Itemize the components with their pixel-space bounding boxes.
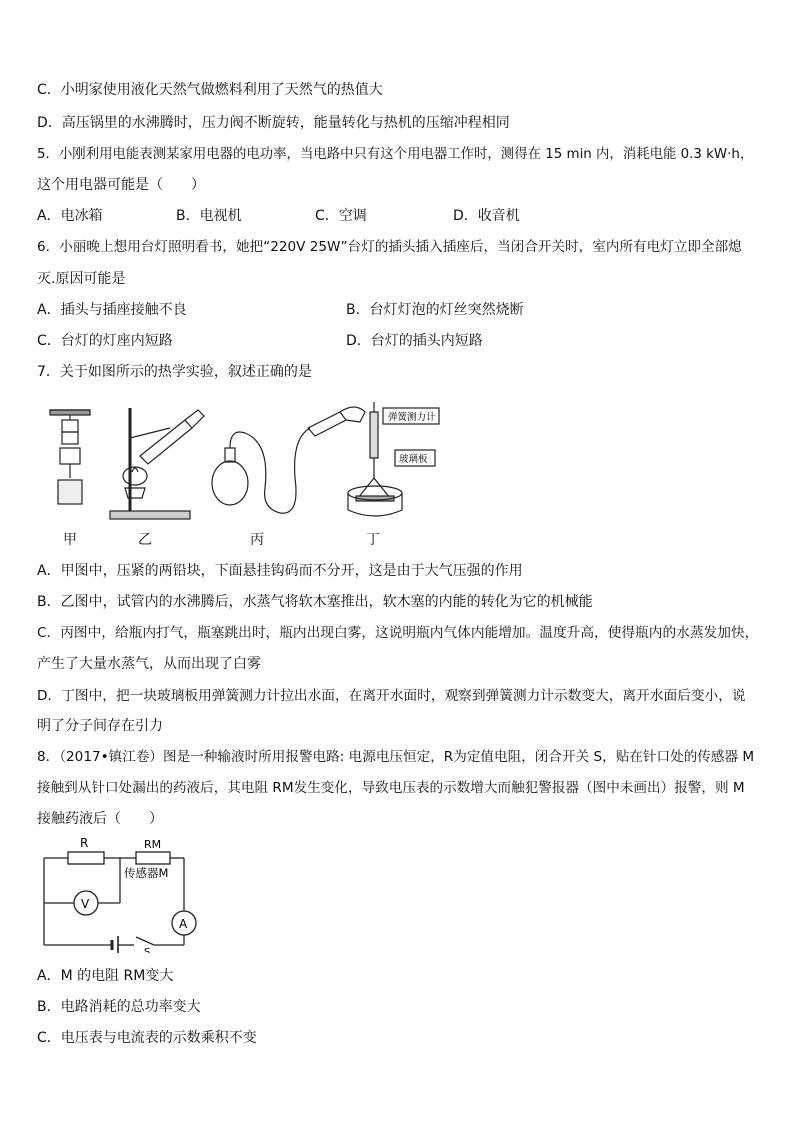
q6-option-d: D．台灯的插头内短路: [346, 333, 483, 349]
q7-option-d-line2: 明了分子间存在引力: [37, 718, 163, 734]
label-s: S: [144, 947, 151, 953]
resistor-r: [68, 852, 104, 864]
figure-jia-lead-blocks: [50, 410, 90, 504]
q5-stem-line2: 这个用电器可能是（ ）: [37, 177, 205, 193]
label-glass-plate: 玻璃板: [399, 454, 428, 465]
q5-option-a: A．电冰箱: [37, 208, 103, 224]
q7-option-a: A．甲图中，压紧的两铅块，下面悬挂钩码而不分开，这是由于大气压强的作用: [37, 563, 523, 579]
q5-option-d: D．收音机: [453, 208, 520, 224]
label-v: V: [81, 897, 90, 911]
label-spring-scale: 弹簧测力计: [388, 412, 436, 423]
q7-figures: [40, 398, 460, 548]
q4-option-c: C．小明家使用液化天然气做燃料利用了天然气的热值大: [37, 82, 383, 98]
q8-stem-line1: 8．（2017•镇江卷）图是一种输液时所用报警电路: 电源电压恒定，R为定值电阻，闭合开关 S，贴在针口处的传感器 M: [37, 749, 755, 765]
fig-label-ding: 丁: [366, 532, 380, 548]
label-rm: RM: [144, 838, 162, 851]
figure-yi-test-tube: [110, 408, 204, 519]
fig-label-jia: 甲: [63, 532, 77, 548]
q5-option-c: C．空调: [315, 208, 367, 224]
q7-option-c-line1: C．丙图中，给瓶内打气，瓶塞跳出时，瓶内出现白雾，这说明瓶内气体内能增加。温度升高，使得瓶内的水蒸发加快，: [37, 625, 759, 641]
figure-bing-flask-pump: [212, 407, 365, 513]
label-r: R: [80, 836, 89, 850]
q5-option-b: B．电视机: [176, 208, 242, 224]
resistor-rm: [136, 852, 170, 864]
fig-label-yi: 乙: [138, 532, 152, 548]
q6-stem-line1: 6．小丽晚上想用台灯照明看书，她把“220V 25W”台灯的插头插入插座后，当闭合开关时，室内所有电灯立即全部熄: [37, 239, 742, 255]
q6-option-c: C．台灯的灯座内短路: [37, 333, 173, 349]
q8-stem-line2: 接触到从针口处漏出的药液后，其电阻 RM发生变化，导致电压表的示数增大而触犯警报器（图中未画出）报警，则 M: [37, 780, 745, 796]
label-a: A: [179, 917, 188, 931]
fig-label-bing: 丙: [250, 532, 264, 548]
q8-circuit-diagram: [36, 833, 206, 953]
q7-option-c-line2: 产生了大量水蒸气，从而出现了白雾: [37, 656, 261, 672]
q8-option-c: C．电压表与电流表的示数乘积不变: [37, 1030, 257, 1046]
q8-stem-line3: 接触药液后（ ）: [37, 811, 163, 827]
q8-circuit-svg: [36, 833, 206, 953]
q6-stem-line2: 灭.原因可能是: [37, 271, 126, 287]
q8-option-b: B．电路消耗的总功率变大: [37, 999, 201, 1015]
q5-stem-line1: 5．小刚利用电能表测某家用电器的电功率，当电路中只有这个用电器工作时，测得在 15 min 内，消耗电能 0.3 kW·h，: [37, 147, 754, 162]
q6-option-b: B．台灯灯泡的灯丝突然烧断: [346, 302, 524, 318]
q7-option-d-line1: D．丁图中，把一块玻璃板用弹簧测力计拉出水面，在离开水面时，观察到弹簧测力计示数变大，离开水面后变小，说: [37, 688, 746, 704]
q6-option-a: A．插头与插座接触不良: [37, 302, 187, 318]
q7-option-b: B．乙图中，试管内的水沸腾后，水蒸气将软木塞推出，软木塞的内能的转化为它的机械能: [37, 594, 593, 610]
q7-stem: 7．关于如图所示的热学实验，叙述正确的是: [37, 364, 312, 380]
switch-s: [136, 937, 154, 945]
q8-option-a: A．M 的电阻 RM变大: [37, 968, 174, 984]
label-sensor: 传感器M: [124, 866, 169, 880]
q4-option-d: D．高压锅里的水沸腾时，压力阀不断旋转，能量转化与热机的压缩冲程相同: [37, 115, 510, 131]
q7-figures-svg: [40, 398, 460, 548]
